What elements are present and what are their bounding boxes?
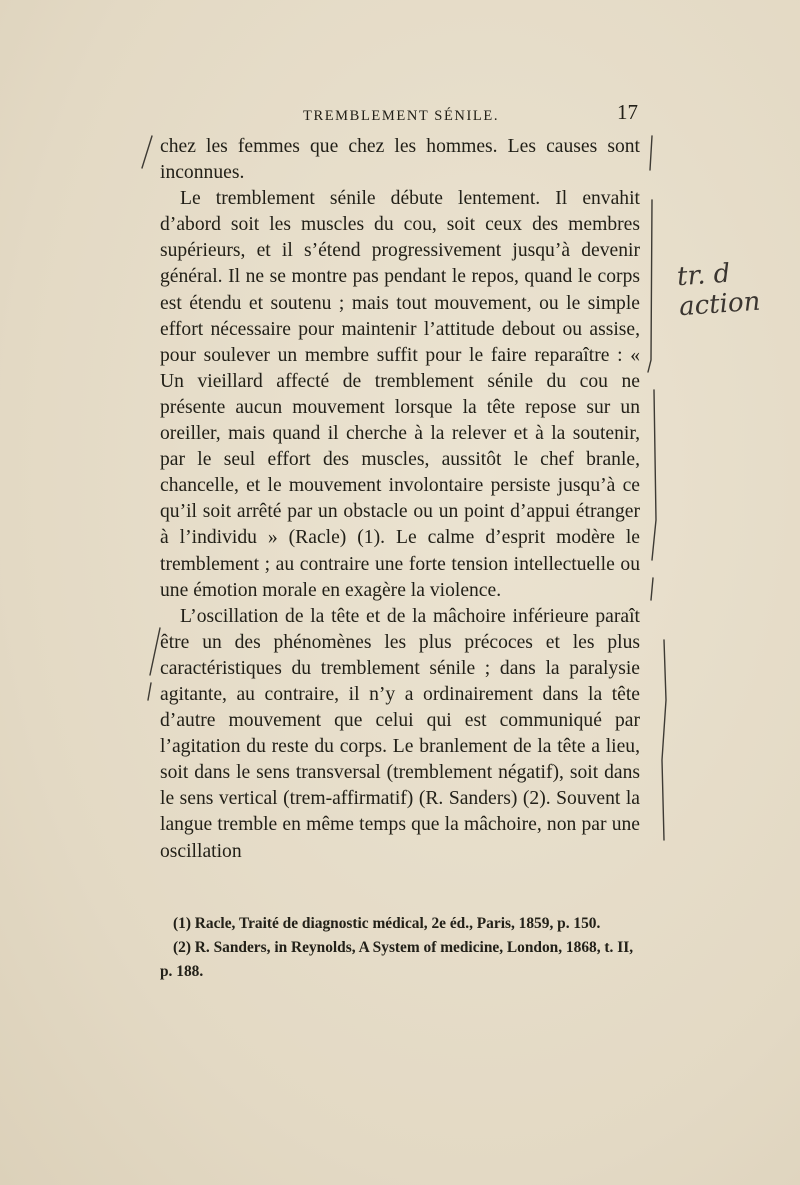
- page-header: [160, 100, 640, 130]
- handwritten-margin-note: tr. d action: [676, 258, 762, 323]
- running-title: TREMBLEMENT SÉNILE.: [303, 108, 500, 124]
- footnote-2: (2) R. Sanders, in Reynolds, A System of medicine, London, 1868, t. II, p. 188.: [160, 939, 634, 980]
- footnotes: [160, 912, 640, 984]
- paragraph-1: chez les femmes que chez les hommes. Les causes sont inconnues.: [160, 136, 640, 184]
- margin-bracket-right: [648, 136, 656, 600]
- margin-slash-paragraph: [148, 628, 160, 700]
- page-number: 17: [617, 100, 638, 124]
- footnote-1: (1) Racle, Traité de diagnostic médical, 2e éd., Paris, 1859, p. 150.: [173, 915, 601, 932]
- body-text: [160, 134, 640, 865]
- margin-slash-top: [142, 136, 152, 168]
- margin-bracket-right-lower: [662, 640, 666, 840]
- paragraph-2: Le tremblement sénile débute lentement. Il envahit d’abord soit les muscles du cou, soit ceux des membres supérieurs, et il s’étend progressivement jusqu’à devenir général. Il ne se montre pas pendant le repos, quand le corps est étendu et soutenu ; mais tout mouvement, ou le simple effort nécessaire pour maintenir l’attitude debout ou assise, pour soulever un membre suffit pour le faire reparaître : « Un vieillard affecté de tremblement sénile du cou ne présente aucun mouvement lorsque la tête repose sur un oreiller, mais quand il cherche à la relever et à la soutenir, par le seul effort des muscles, aussitôt le chef branle, chancelle, et le mouvement involontaire persiste jusqu’à ce qu’il soit arrêté par un obstacle ou un point d’appui étranger à l’individu » (Racle) (1). Le calme d’esprit modère le tremblement ; au contraire une forte tension intellectuelle ou une émotion morale en exagère la violence.: [160, 188, 640, 601]
- paragraph-3: L’oscillation de la tête et de la mâchoire inférieure paraît être un des phénomènes les plus précoces et les plus caractéristiques du tremblement sénile ; dans la paralysie agitante, au contraire, il n’y a ordinairement dans la tête d’autre mouvement que celui qui est communiqué par l’agitation du reste du corps. Le branlement de la tête a lieu, soit dans le sens transversal (tremblement négatif), soit dans le sens vertical (trem-affirmatif) (R. Sanders) (2). Souvent la langue tremble en même temps que la mâchoire, non par une oscillation: [160, 605, 640, 862]
